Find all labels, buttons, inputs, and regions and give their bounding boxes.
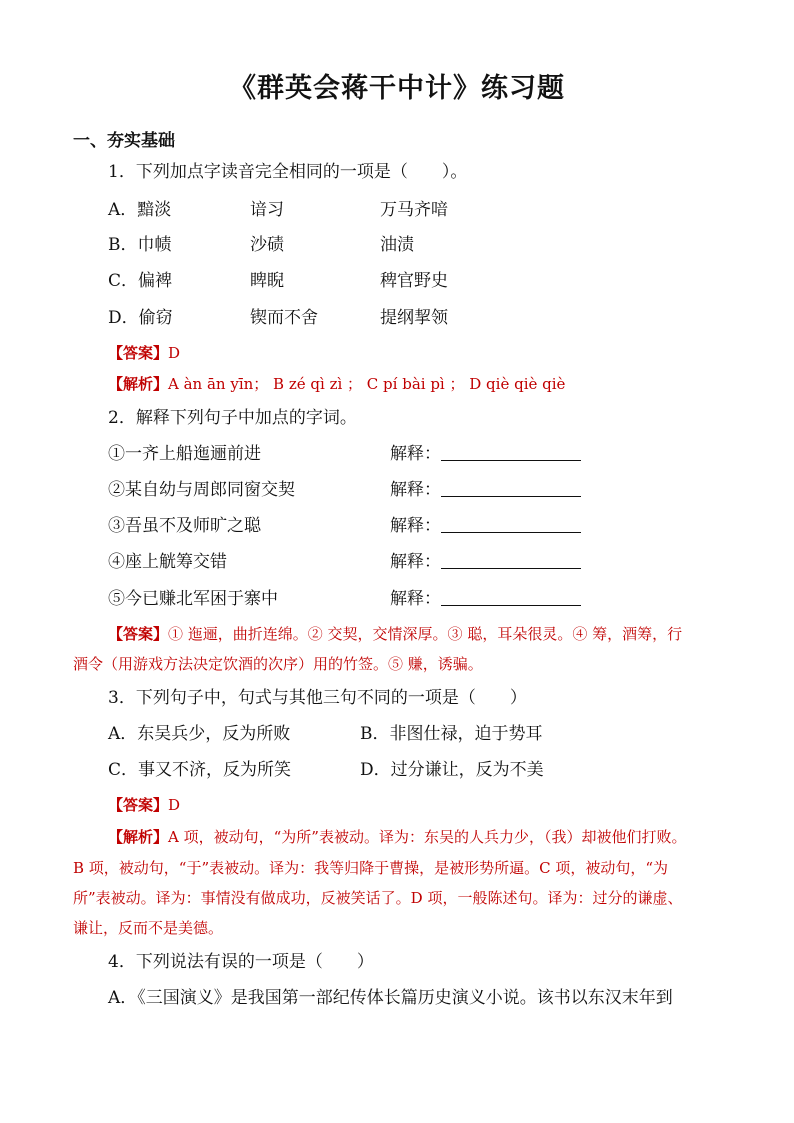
- answer-blank[interactable]: [441, 442, 581, 461]
- answer-text-1: ① 迤逦，曲折连绵。② 交契，交情深厚。③ 聪，耳朵很灵。④ 筹，酒筹，行: [168, 625, 683, 643]
- q2-item-5: ⑤今已赚北军困于寨中: [108, 589, 278, 609]
- q1-option-c-word2: 睥睨: [250, 271, 284, 291]
- q1-option-a: A．黯淡: [108, 200, 172, 220]
- q3-option-c: C．事又不济，反为所笑: [108, 760, 292, 780]
- q2-item-4: ④座上觥筹交错: [108, 552, 227, 572]
- analysis-tag: 【解析】: [108, 375, 169, 393]
- answer-blank[interactable]: [441, 587, 581, 606]
- q4-option-a: A．《三国演义》是我国第一部纪传体长篇历史演义小说。该书以东汉末年到: [108, 988, 673, 1008]
- q1-option-b: B．巾帻: [108, 235, 172, 255]
- q1-option-d: D．偷窃: [108, 308, 173, 328]
- q3-option-d: D．过分谦让，反为不美: [360, 760, 544, 780]
- q2-item-2: ②某自幼与周郎同窗交契: [108, 480, 295, 500]
- q1-option-b-word3: 油渍: [380, 235, 414, 255]
- q2-item-5-field: [390, 587, 581, 611]
- answer-blank[interactable]: [441, 550, 581, 569]
- q3-analysis: [108, 825, 686, 849]
- q2-item-1-field: [390, 442, 581, 466]
- q3-analysis-2: B 项，被动句，“于”表被动。译为：我等归降于曹操，是被形势所逼。C 项，被动句，“为: [73, 859, 669, 877]
- q2-item-4-field: [390, 550, 581, 574]
- q1-option-b-word2: 沙碛: [250, 235, 284, 255]
- answer-blank[interactable]: [441, 478, 581, 497]
- q3-option-a: A．东吴兵少，反为所败: [108, 724, 291, 744]
- q2-item-3-field: [390, 514, 581, 538]
- q3-analysis-3: 所”表被动。译为：事情没有做成功，反被笑话了。D 项，一般陈述句。译为：过分的谦虚、: [73, 889, 683, 907]
- q2-answer: [108, 622, 682, 646]
- q1-analysis: [108, 372, 565, 396]
- q1-option-d-word2: 锲而不舍: [250, 308, 318, 328]
- answer-tag: 【答案】: [108, 625, 169, 643]
- analysis-text: A àn ān yīn； B zé qì zì ； C pí bài pì ； D qiè qiè qiè: [168, 375, 566, 393]
- answer-blank[interactable]: [441, 514, 581, 533]
- q1-stem: 1．下列加点字读音完全相同的一项是（ ）。: [108, 162, 468, 182]
- q2-item-2-field: [390, 478, 581, 502]
- q3-analysis-4: 谦让，反而不是美德。: [73, 919, 224, 937]
- q3-stem: 3．下列句子中，句式与其他三句不同的一项是（ ）: [108, 688, 527, 708]
- q2-answer-cont: 酒令（用游戏方法决定饮酒的次序）用的竹签。⑤ 赚，诱骗。: [73, 655, 483, 673]
- q1-option-c: C．偏裨: [108, 271, 173, 291]
- q1-option-d-word3: 提纲挈领: [380, 308, 448, 328]
- q1-option-a-word3: 万马齐喑: [380, 200, 448, 220]
- explain-label: 解释：: [390, 444, 441, 464]
- q4-stem: 4．下列说法有误的一项是（ ）: [108, 952, 374, 972]
- explain-label: 解释：: [390, 516, 441, 536]
- answer-value: D: [168, 796, 181, 814]
- q2-item-3: ③吾虽不及师旷之聪: [108, 516, 261, 536]
- analysis-tag: 【解析】: [108, 828, 169, 846]
- q2-item-1: ①一齐上船迤逦前进: [108, 444, 261, 464]
- answer-tag: 【答案】: [108, 796, 169, 814]
- q2-stem: 2．解释下列句子中加点的字词。: [108, 408, 357, 428]
- section-heading: 一、夯实基础: [73, 131, 175, 151]
- page-title: 《群英会蒋干中计》练习题: [229, 73, 565, 104]
- answer-tag: 【答案】: [108, 344, 169, 362]
- q1-option-c-word3: 稗官野史: [380, 271, 448, 291]
- q3-option-b: B．非图仕禄，迫于势耳: [360, 724, 543, 744]
- explain-label: 解释：: [390, 552, 441, 572]
- analysis-text-1: A 项，被动句，“为所”表被动。译为：东吴的人兵力少，（我）却被他们打败。: [168, 828, 687, 846]
- answer-value: D: [168, 344, 181, 362]
- explain-label: 解释：: [390, 589, 441, 609]
- q3-answer: [108, 793, 180, 817]
- q1-option-a-word2: 谙习: [250, 200, 284, 220]
- explain-label: 解释：: [390, 480, 441, 500]
- q1-answer: [108, 341, 180, 365]
